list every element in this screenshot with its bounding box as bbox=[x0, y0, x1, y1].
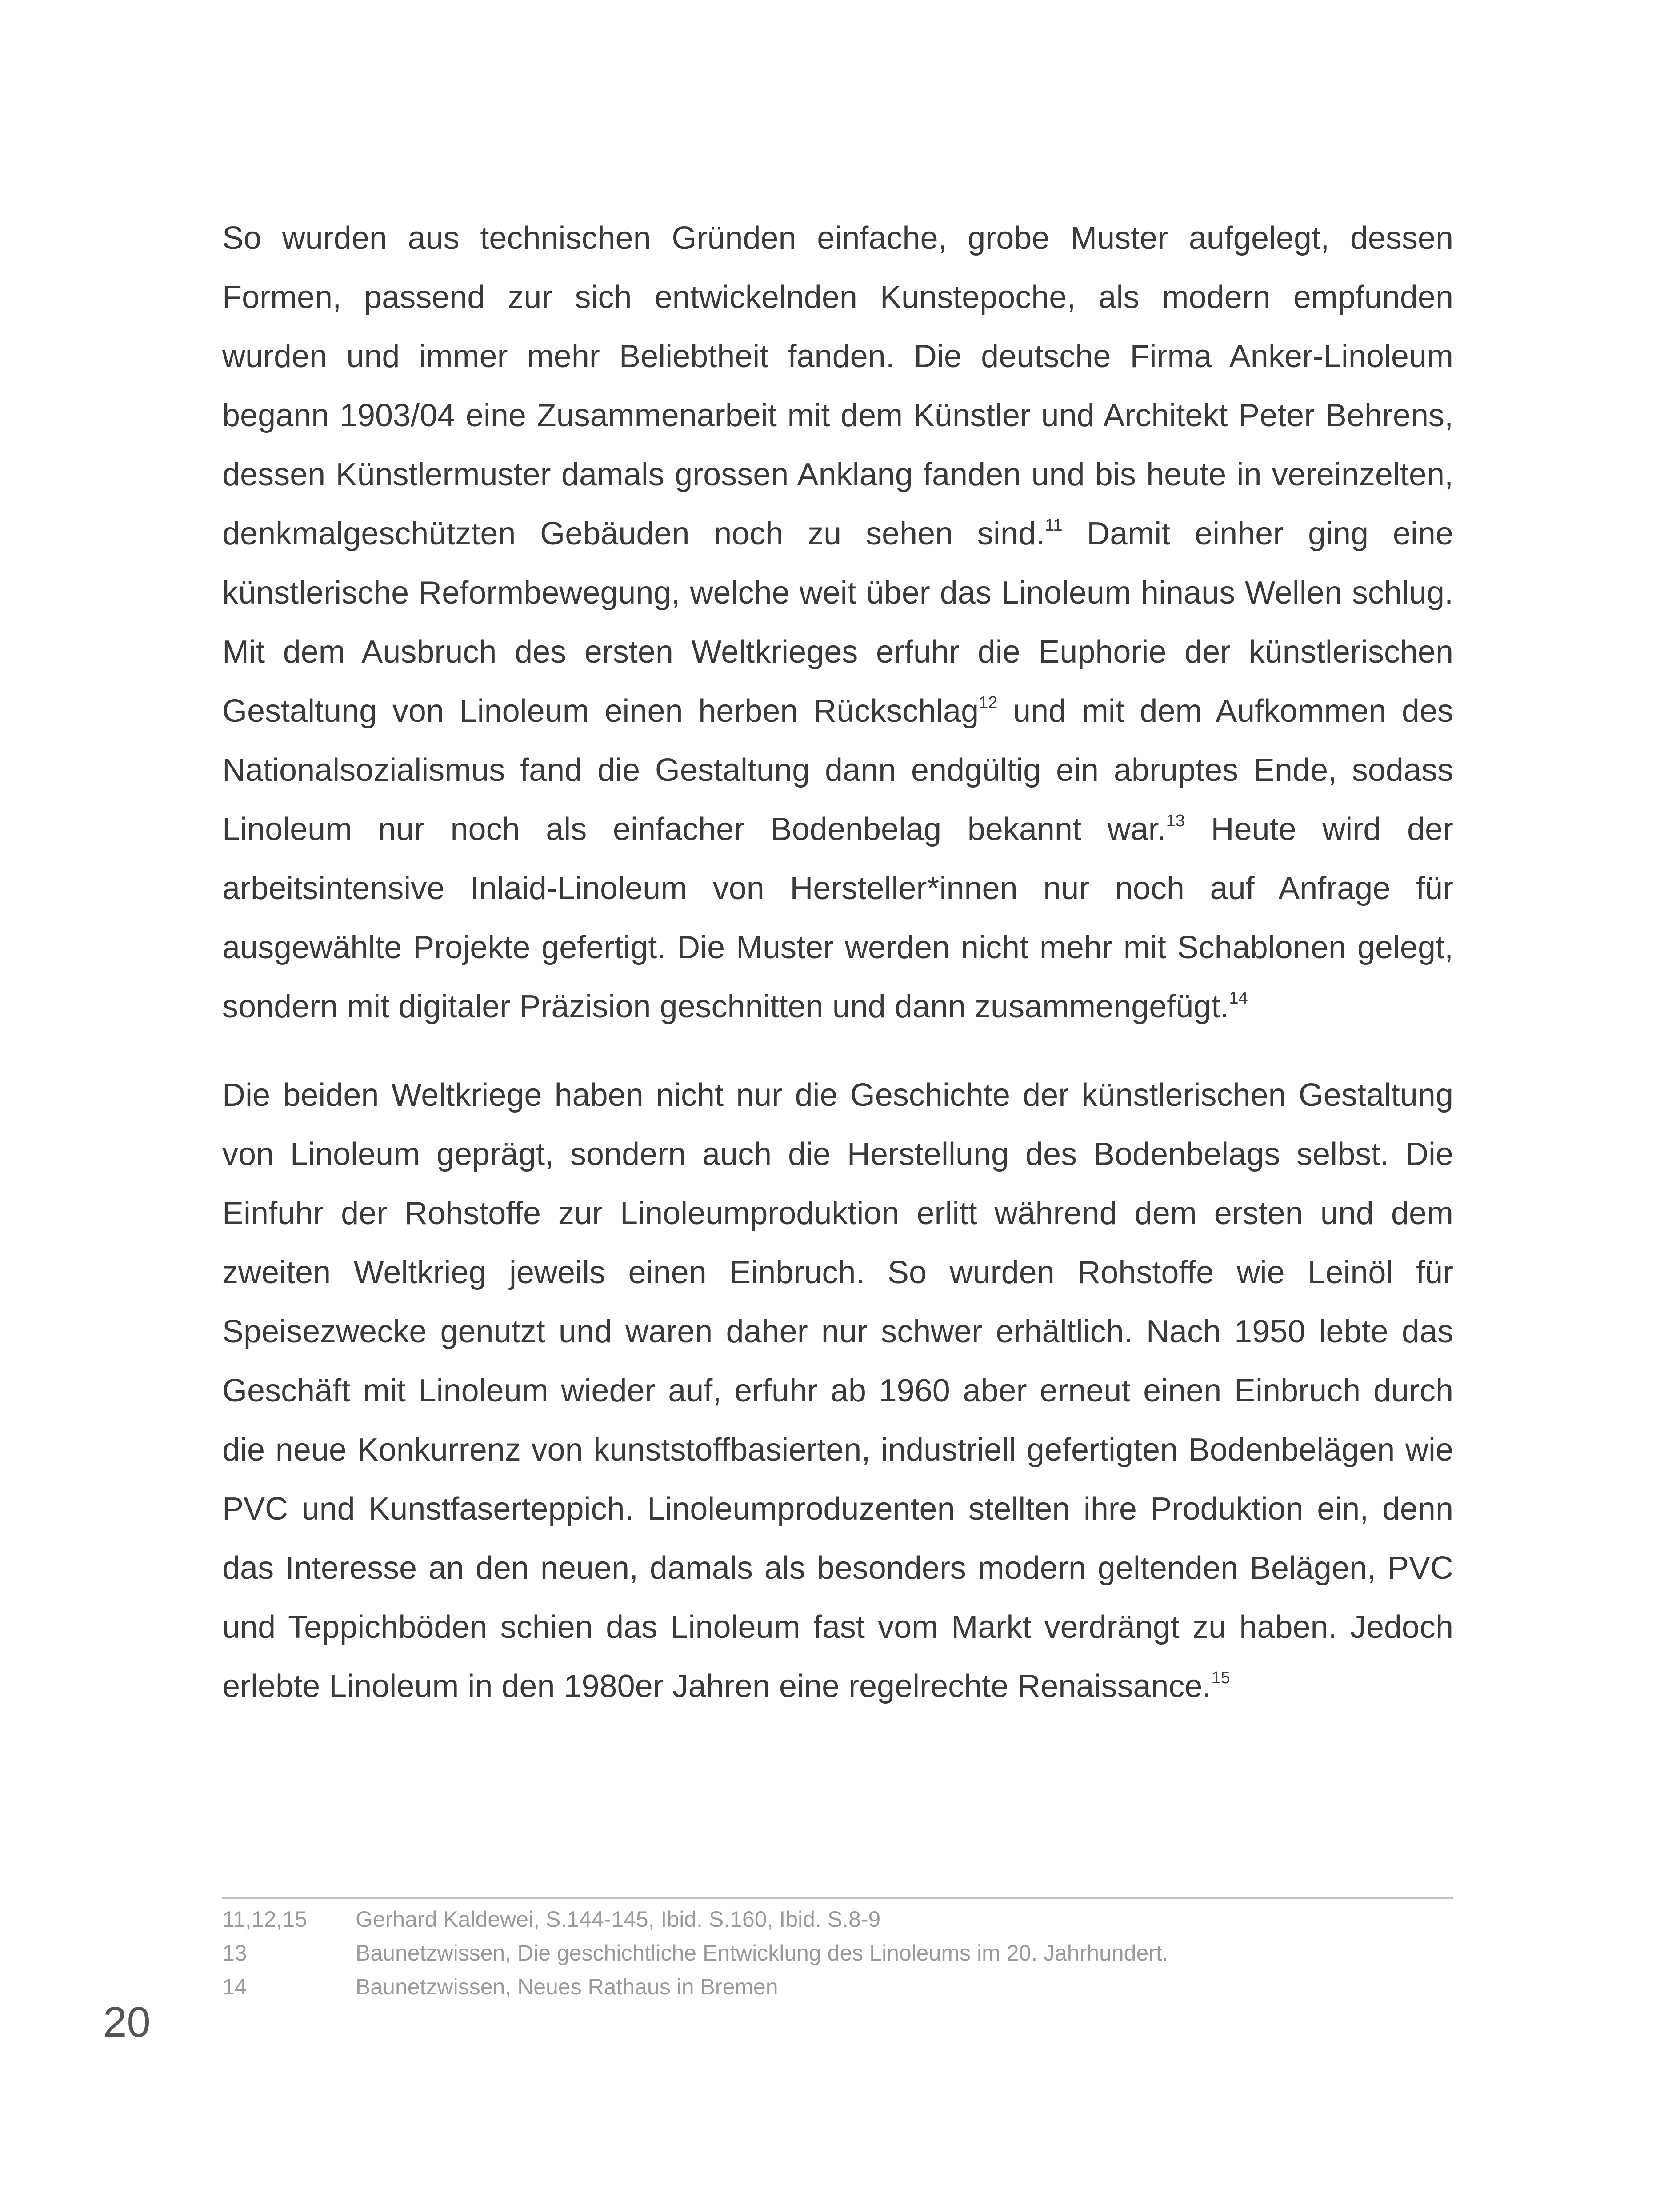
footnote-item bbox=[222, 1970, 1453, 2004]
footnote-divider bbox=[222, 1897, 1453, 1899]
paragraph-text: Heute wird der arbeitsintensive Inlaid-Linoleum von Hersteller*innen nur noch auf Anfrage für ausgewählte Projekte gefertigt. Die Muster werden nicht mehr mit Schablonen gelegt, sondern mit digitaler Präzision geschnitten und dann zusammengefügt. bbox=[222, 812, 1454, 1024]
paragraph-text: So wurden aus technischen Gründen einfache, grobe Muster aufgelegt, dessen Formen, passend zur sich entwickelnden Kunstepoche, als modern empfunden wurden und immer mehr Beliebtheit fanden. Die deutsche Firma Anker-Linoleum begann 1903/04 eine Zusammenarbeit mit dem Künstler und Architekt Peter Behrens, dessen Künstlermuster damals grossen Anklang fanden und bis heute in vereinzelten, denkmalgeschützten Gebäuden noch zu sehen sind. bbox=[222, 220, 1453, 552]
footnote-number: 14 bbox=[222, 1974, 247, 1999]
footnote-ref-12: 12 bbox=[979, 693, 998, 712]
footnotes bbox=[222, 1902, 1453, 2004]
paragraph-text: und mit dem Aufkommen des Nationalsozialismus fand die Gestaltung dann endgültig ein abruptes Ende, sodass Linoleum nur noch als einfacher Bodenbelag bekannt war. bbox=[222, 693, 1453, 847]
footnote-text: Gerhard Kaldewei, S.144-145, Ibid. S.160, Ibid. S.8-9 bbox=[356, 1907, 881, 1932]
footnote-text: Baunetzwissen, Neues Rathaus in Bremen bbox=[356, 1974, 778, 1999]
footnote-number: 11,12,15 bbox=[222, 1907, 307, 1932]
footnote-text: Baunetzwissen, Die geschichtliche Entwicklung des Linoleums im 20. Jahrhundert. bbox=[356, 1941, 1168, 1965]
paragraph-1 bbox=[222, 209, 1453, 1036]
page-number: 20 bbox=[103, 1998, 151, 2046]
body-text bbox=[222, 209, 1453, 1716]
footnote-ref-15: 15 bbox=[1211, 1669, 1230, 1687]
paragraph-text: Damit einher ging eine künstlerische Reformbewegung, welche weit über das Linoleum hinaus Wellen schlug. Mit dem Ausbruch des ersten Weltkrieges erfuhr die Euphorie der künstlerischen Gestaltung von Linoleum einen herben Rückschlag bbox=[222, 516, 1453, 729]
footnote-item bbox=[222, 1902, 1453, 1936]
footnote-item bbox=[222, 1936, 1453, 1970]
footnote-ref-11: 11 bbox=[1045, 516, 1063, 535]
footnote-number: 13 bbox=[222, 1941, 247, 1965]
paragraph-2 bbox=[222, 1066, 1453, 1716]
footnote-ref-14: 14 bbox=[1229, 989, 1248, 1008]
paragraph-text: Die beiden Weltkriege haben nicht nur die Geschichte der künstlerischen Gestaltung von Linoleum geprägt, sondern auch die Herstellung des Bodenbelags selbst. Die Einfuhr der Rohstoffe zur Linoleumproduktion erlitt während dem ersten und dem zweiten Weltkrieg jeweils einen Einbruch. So wurden Rohstoffe wie Leinöl für Speisezwecke genutzt und waren daher nur schwer erhältlich. Nach 1950 lebte das Geschäft mit Linoleum wieder auf, erfuhr ab 1960 aber erneut einen Einbruch durch die neue Konkurrenz von kunststoffbasierten, industriell gefertigten Bodenbelägen wie PVC und Kunstfaserteppich. Linoleumproduzenten stellten ihre Produktion ein, denn das Interesse an den neuen, damals als besonders modern geltenden Belägen, PVC und Teppichböden schien das Linoleum fast vom Markt verdrängt zu haben. Jedoch erlebte Linoleum in den 1980er Jahren eine regelrechte Renaissance. bbox=[222, 1077, 1453, 1704]
footnote-ref-13: 13 bbox=[1166, 812, 1185, 830]
